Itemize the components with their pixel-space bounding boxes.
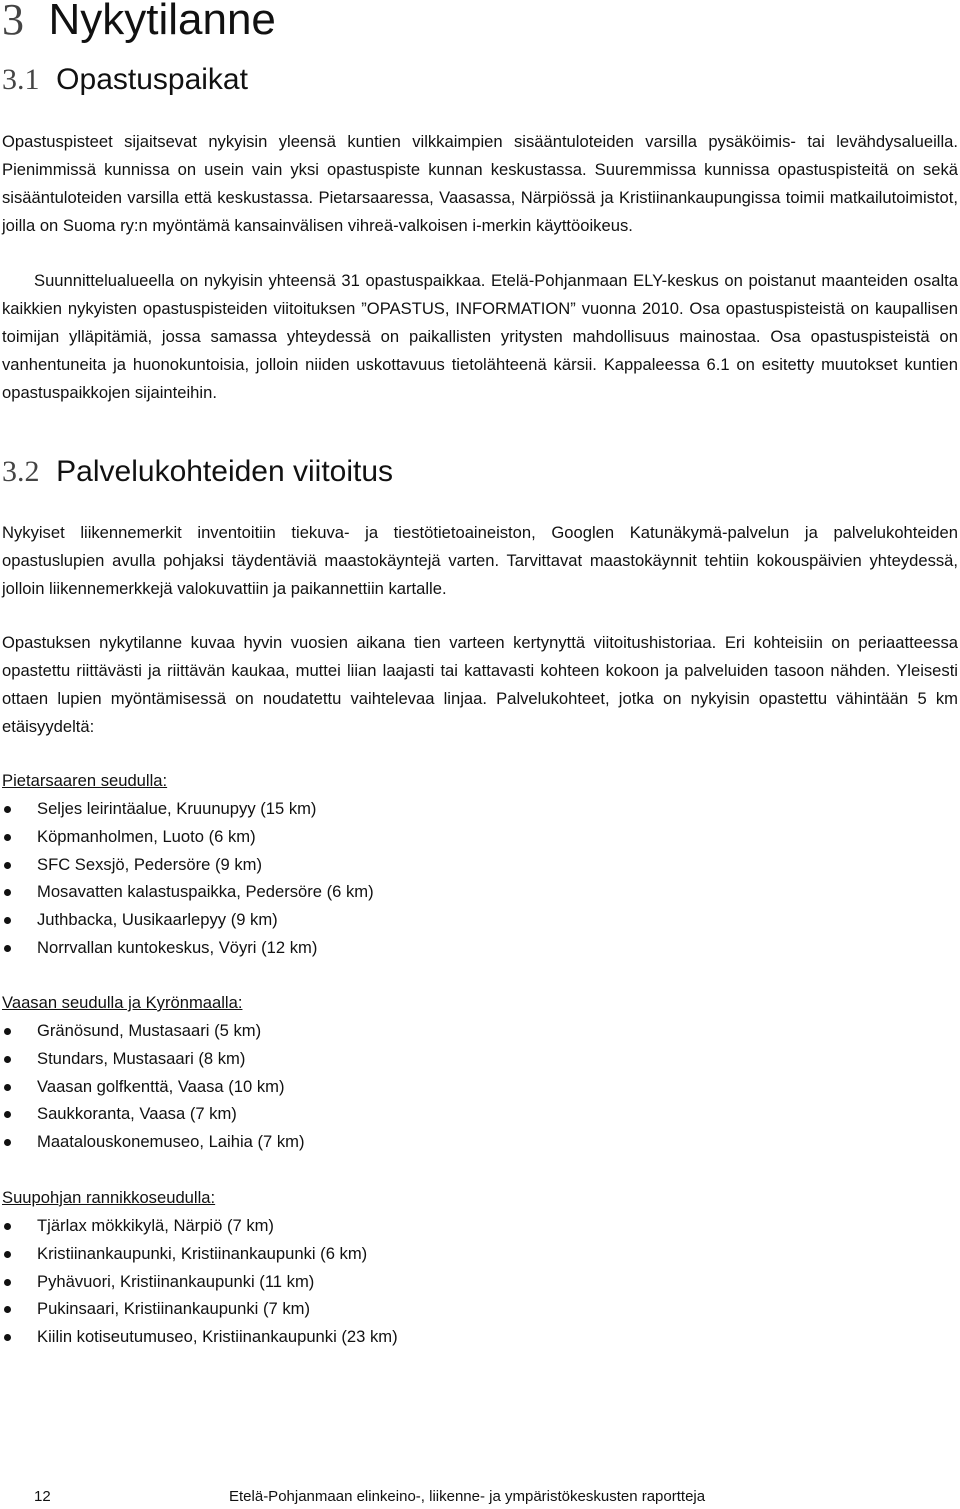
chapter-number: 3 bbox=[2, 0, 24, 44]
list-item-text: SFC Sexsjö, Pedersöre (9 km) bbox=[37, 854, 263, 874]
section-title: Palvelukohteiden viitoitus bbox=[56, 455, 394, 488]
section-number: 3.2 bbox=[2, 455, 40, 488]
bullet-icon bbox=[4, 1279, 11, 1286]
bullet-icon bbox=[4, 889, 11, 896]
footer-text: Etelä-Pohjanmaan elinkeino-, liikenne- ja ympäristökeskusten raportteja bbox=[229, 1488, 706, 1505]
list-item-text: Stundars, Mustasaari (8 km) bbox=[37, 1048, 246, 1068]
bullet-icon bbox=[4, 1306, 11, 1313]
bullet-icon bbox=[4, 1223, 11, 1230]
list-item-text: Pukinsaari, Kristiinankaupunki (7 km) bbox=[37, 1299, 310, 1319]
paragraph: Suunnittelualueella on nykyisin yhteensä 31 opastuspaikkaa. Etelä-Pohjanmaan ELY-keskus on poistanut maanteiden osalta kaikkien nykyisten opastuspisteiden viitoituksen ”OPASTUS, INFORMATION” vuonna 2010. Osa opastuspisteistä on kaupallisen toimijan ylläpitämiä, jossa samassa yhteydessä on paikallisten yritysten mahdollisuus mainostaa. Osa opastuspisteistä on vanhentuneita ja huonokuntoisia, jolloin niiden uskottavuus tietolähteenä kärsii. Kappaleessa 6.1 on esitetty muutokset kuntien opastuspaikkojen sijainteihin. bbox=[2, 271, 958, 402]
chapter-title: Nykytilanne bbox=[48, 0, 276, 44]
paragraph: Nykyiset liikennemerkit inventoitiin tiekuva- ja tiestötietoaineiston, Googlen Katunäkymä-palvelun ja palvelukohteiden opastuslupien avulla pohjaksi täydentäviä maastokäyntejä varten. Tarvittavat maastokäynnit tehtiin kokouspäivien yhteydessä, jolloin liikennemerkkejä valokuvattiin ja paikannettiin kartalle. bbox=[2, 523, 958, 598]
list-item-text: Seljes leirintäalue, Kruunupyy (15 km) bbox=[37, 799, 317, 818]
list-item-text: Vaasan golfkenttä, Vaasa (10 km) bbox=[37, 1076, 285, 1096]
list-item-text: Pyhävuori, Kristiinankaupunki (11 km) bbox=[37, 1271, 315, 1291]
bullet-icon bbox=[4, 945, 11, 952]
page-number: 12 bbox=[34, 1488, 51, 1505]
list-item-text: Köpmanholmen, Luoto (6 km) bbox=[37, 826, 256, 846]
section-number: 3.1 bbox=[2, 63, 40, 96]
list-item-text: Gränösund, Mustasaari (5 km) bbox=[37, 1021, 262, 1040]
bullet-icon bbox=[4, 1334, 11, 1341]
bullet-icon bbox=[4, 806, 11, 813]
bullet-icon bbox=[4, 1111, 11, 1118]
list-item-text: Mosavatten kalastuspaikka, Pedersöre (6 km) bbox=[37, 882, 374, 902]
group-title: Vaasan seudulla ja Kyrönmaalla: bbox=[2, 993, 243, 1012]
bullet-icon bbox=[4, 862, 11, 869]
bullet-icon bbox=[4, 1056, 11, 1063]
list-item-text: Kristiinankaupunki, Kristiinankaupunki (6 km) bbox=[37, 1243, 368, 1263]
bullet-icon bbox=[4, 1251, 11, 1258]
bullet-icon bbox=[4, 834, 11, 841]
list-item-text: Tjärlax mökkikylä, Närpiö (7 km) bbox=[37, 1216, 274, 1235]
bullet-icon bbox=[4, 1028, 11, 1035]
bullet-icon bbox=[4, 1139, 11, 1146]
list-item-text: Kiilin kotiseutumuseo, Kristiinankaupunki (23 km) bbox=[37, 1327, 398, 1347]
list-item-text: Maatalouskonemuseo, Laihia (7 km) bbox=[37, 1132, 305, 1152]
list-item-text: Norrvallan kuntokeskus, Vöyri (12 km) bbox=[37, 937, 318, 957]
bullet-icon bbox=[4, 917, 11, 924]
bullet-icon bbox=[4, 1084, 11, 1091]
paragraph: Opastuksen nykytilanne kuvaa hyvin vuosien aikana tien varteen kertynyttä viitoitushistoriaa. Eri kohteisiin on periaatteessa opastettu riittävästi ja riittävän kaukaa, muttei liian laajasti tai kattavasti kohteen kokoon ja palveluiden tasoon nähden. Yleisesti ottaen lupien myöntämisessä on noudatettu vaihtelevaa linjaa. Palvelukohteet, jotka on nykyisin opastettu vähintään 5 km etäisyydeltä: bbox=[2, 633, 958, 736]
list-item-text: Saukkoranta, Vaasa (7 km) bbox=[37, 1104, 237, 1124]
chapter-heading bbox=[2, 0, 276, 48]
group-title: Suupohjan rannikkoseudulla: bbox=[2, 1188, 216, 1207]
section-heading-opastuspaikat bbox=[2, 60, 248, 100]
list-item-text: Juthbacka, Uusikaarlepyy (9 km) bbox=[37, 910, 278, 930]
paragraph: Opastuspisteet sijaitsevat nykyisin yleensä kuntien vilkkaimpien sisääntuloteiden varsilla pysäköimis- tai levähdysalueilla. Pienimmissä kunnissa on usein vain yksi opastuspiste kunnan keskustassa. Suuremmissa kunnissa opastuspisteitä on sekä sisääntuloteiden varsilla että keskustassa. Pietarsaaressa, Vaasassa, Närpiössä ja Kristiinankaupungissa toimii matkailutoimistot, joilla on Suoma ry:n myöntämä kansainvälisen vihreä-valkoisen i-merkin käyttöoikeus. bbox=[2, 132, 958, 235]
section-title: Opastuspaikat bbox=[56, 63, 248, 96]
group-title: Pietarsaaren seudulla: bbox=[2, 771, 168, 790]
section-heading-palvelukohteiden-viitoitus bbox=[2, 452, 393, 492]
